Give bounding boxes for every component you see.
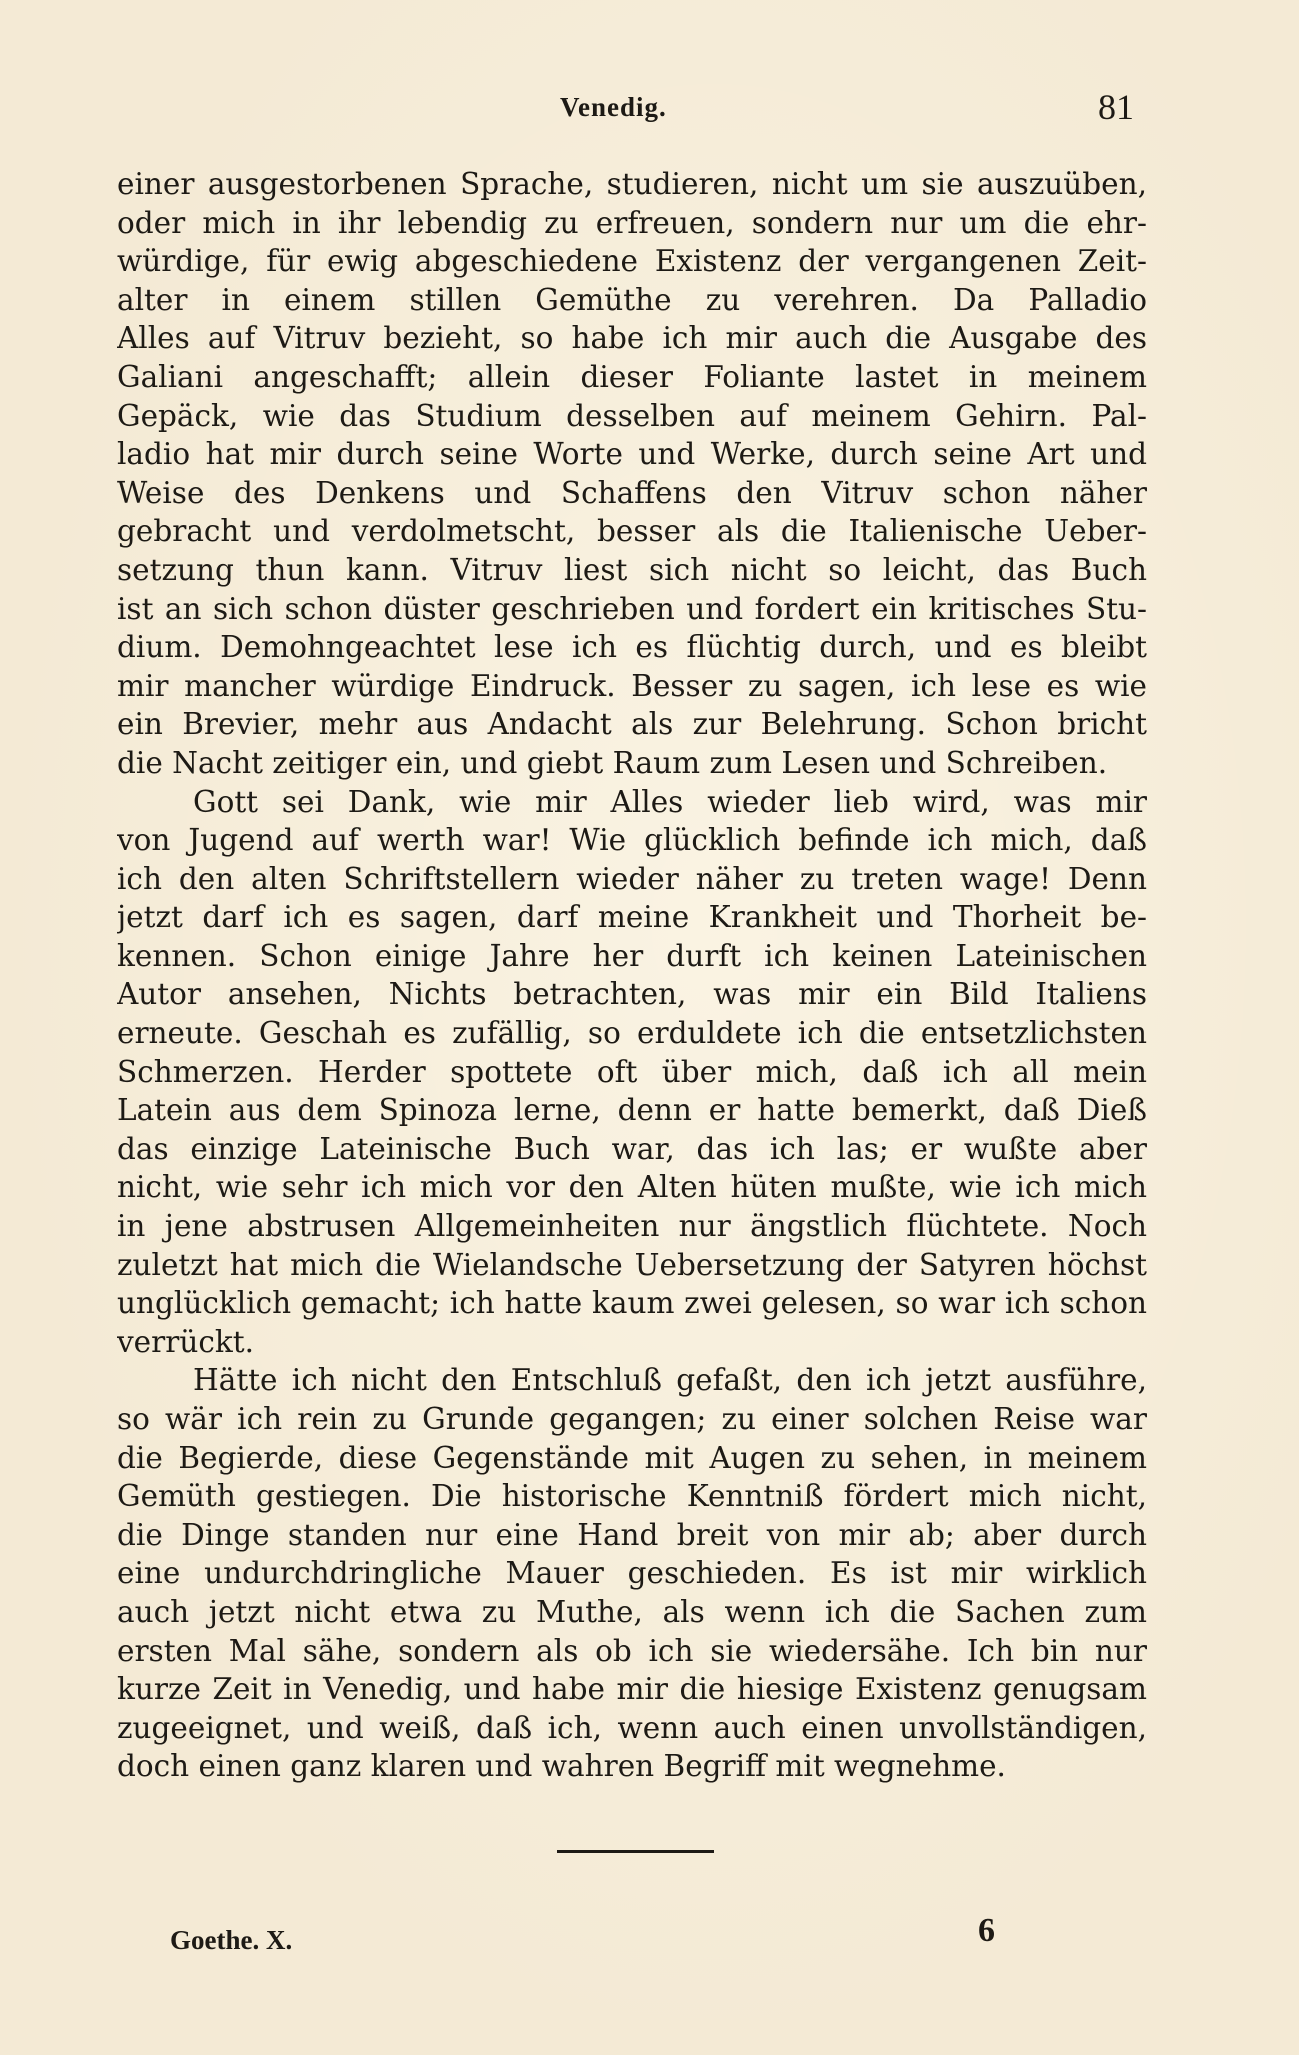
text-line: auch jetzt nicht etwa zu Muthe, als wenn ich die Sachen zum bbox=[117, 1594, 1147, 1629]
text-line: alter in einem stillen Gemüthe zu verehren. Da Palladio bbox=[117, 282, 1147, 317]
text-line: von Jugend auf werth war! Wie glücklich befinde ich mich, daß bbox=[117, 823, 1147, 858]
text-line: in jene abstrusen Allgemeinheiten nur ängstlich flüchtete. Noch bbox=[117, 1209, 1147, 1244]
text-line: unglücklich gemacht; ich hatte kaum zwei gelesen, so war ich schon bbox=[117, 1286, 1147, 1321]
text-line: Schmerzen. Herder spottete oft über mich, daß ich all mein bbox=[117, 1054, 1147, 1089]
text-line: Gepäck, wie das Studium desselben auf meinem Gehirn. Pal- bbox=[117, 398, 1147, 433]
text-line: so wär ich rein zu Grunde gegangen; zu einer solchen Reise war bbox=[117, 1402, 1147, 1436]
text-line: Gemüth gestiegen. Die historische Kenntniß fördert mich nicht, bbox=[117, 1479, 1147, 1514]
text-line: zugeeignet, und weiß, daß ich, wenn auch einen unvollständigen, bbox=[117, 1710, 1147, 1745]
body-text bbox=[117, 165, 1147, 1786]
page-number: 81 bbox=[1098, 87, 1134, 127]
text-line: mir mancher würdige Eindruck. Besser zu sagen, ich lese es wie bbox=[117, 668, 1147, 703]
text-line: gebracht und verdolmetscht, besser als die Italienische Ueber- bbox=[117, 514, 1147, 549]
text-line: Latein aus dem Spinoza lerne, denn er hatte bemerkt, daß Dieß bbox=[117, 1093, 1147, 1128]
text-line: die Begierde, diese Gegenstände mit Augen zu sehen, in meinem bbox=[117, 1440, 1147, 1475]
text-line: Weise des Denkens und Schaffens den Vitruv schon näher bbox=[117, 475, 1147, 510]
text-line: Hätte ich nicht den Entschluß gefaßt, den ich jetzt ausführe, bbox=[193, 1363, 1147, 1398]
text-line: zuletzt hat mich die Wielandsche Uebersetzung der Satyren höchst bbox=[117, 1247, 1147, 1282]
text-line: das einzige Lateinische Buch war, das ich las; er wußte aber bbox=[117, 1131, 1147, 1166]
text-line: verrückt. bbox=[117, 1324, 254, 1359]
section-rule bbox=[557, 1850, 714, 1853]
text-line: Galiani angeschafft; allein dieser Foliante lastet in meinem bbox=[117, 359, 1147, 394]
text-line: ladio hat mir durch seine Worte und Werke, durch seine Art und bbox=[117, 437, 1147, 472]
text-line: ersten Mal sähe, sondern als ob ich sie wiedersähe. Ich bin nur bbox=[117, 1633, 1147, 1668]
text-line: ich den alten Schriftstellern wieder näher zu treten wage! Denn bbox=[117, 861, 1147, 896]
footer-author: Goethe. X. bbox=[170, 1925, 293, 1955]
text-line: setzung thun kann. Vitruv liest sich nicht so leicht, das Buch bbox=[117, 552, 1147, 587]
text-line: ist an sich schon düster geschrieben und fordert ein kritisches Stu- bbox=[117, 591, 1147, 626]
text-line: ein Brevier, mehr aus Andacht als zur Belehrung. Schon bricht bbox=[117, 707, 1147, 742]
text-line: eine undurchdringliche Mauer geschieden. Es ist mir wirklich bbox=[117, 1556, 1147, 1591]
text-line: erneute. Geschah es zufällig, so erduldete ich die entsetzlichsten bbox=[117, 1016, 1147, 1051]
text-line: würdige, für ewig abgeschiedene Existenz der vergangenen Zeit- bbox=[117, 244, 1147, 279]
text-line: einer ausgestorbenen Sprache, studieren, nicht um sie auszuüben, bbox=[117, 167, 1147, 201]
text-line: oder mich in ihr lebendig zu erfreuen, sondern nur um die ehr- bbox=[117, 205, 1147, 240]
text-line: Gott sei Dank, wie mir Alles wieder lieb wird, was mir bbox=[193, 784, 1147, 819]
text-line: die Dinge standen nur eine Hand breit von mir ab; aber durch bbox=[117, 1517, 1147, 1552]
signature-mark: 6 bbox=[978, 1912, 995, 1949]
text-line: Alles auf Vitruv bezieht, so habe ich mir auch die Ausgabe des bbox=[117, 321, 1147, 356]
text-line: doch einen ganz klaren und wahren Begriff mit wegnehme. bbox=[117, 1749, 1006, 1784]
text-line: die Nacht zeitiger ein, und giebt Raum zum Lesen und Schreiben. bbox=[117, 745, 1108, 780]
text-line: Autor ansehen, Nichts betrachten, was mir ein Bild Italiens bbox=[117, 977, 1147, 1012]
text-line: kennen. Schon einige Jahre her durft ich keinen Lateinischen bbox=[117, 938, 1147, 973]
text-line: nicht, wie sehr ich mich vor den Alten hüten mußte, wie ich mich bbox=[117, 1170, 1147, 1205]
text-line: kurze Zeit in Venedig, und habe mir die hiesige Existenz genugsam bbox=[117, 1672, 1147, 1707]
running-title: Venedig. bbox=[560, 92, 667, 122]
text-line: jetzt darf ich es sagen, darf meine Krankheit und Thorheit be- bbox=[117, 900, 1147, 935]
text-line: dium. Demohngeachtet lese ich es flüchtig durch, und es bleibt bbox=[117, 630, 1147, 665]
